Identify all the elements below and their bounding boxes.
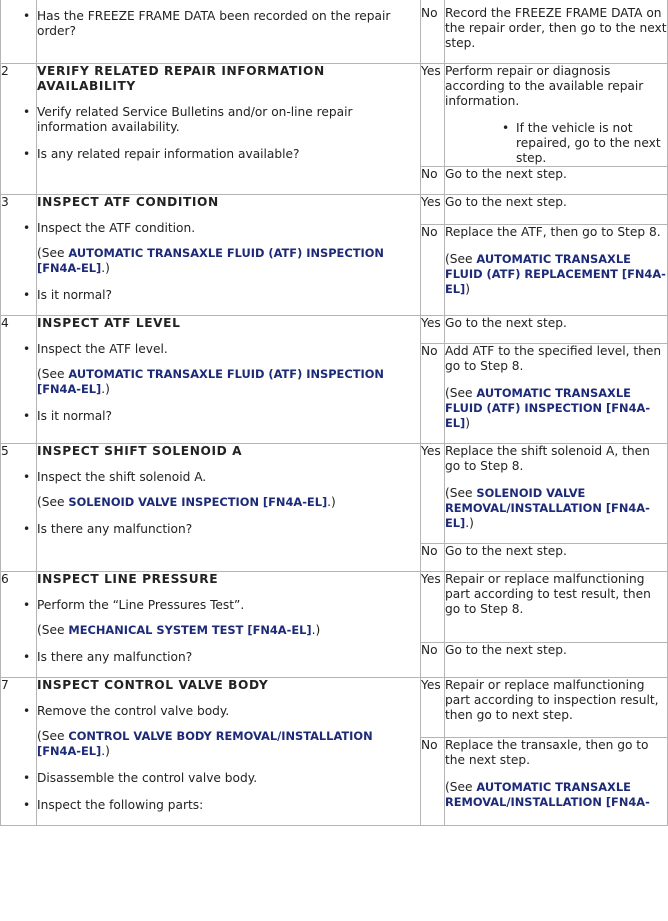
table-row [1, 572, 668, 643]
see-suffix: .) [101, 744, 110, 758]
result-action-cell [445, 316, 668, 344]
result-sub-bullet: • If the vehicle is not repaired, go to the next step. [516, 121, 667, 166]
step-title: INSPECT LINE PRESSURE [37, 572, 219, 586]
step-number: 3 [1, 195, 37, 316]
reference-link[interactable]: MECHANICAL SYSTEM TEST [FN4A-EL] [68, 623, 312, 637]
result-text: Perform repair or diagnosis according to the available repair information. [445, 64, 644, 108]
result-action-cell [445, 678, 668, 738]
bullet-item: • Inspect the following parts: [37, 798, 420, 813]
result-action-cell [445, 643, 668, 678]
reference-link[interactable]: AUTOMATIC TRANSAXLE FLUID (ATF) INSPECTION [FN4A-EL] [37, 367, 384, 396]
step-action-cell [37, 0, 421, 64]
result-text: Repair or replace malfunctioning part according to test result, then go to Step 8. [445, 572, 651, 616]
bullet-item: • Verify related Service Bulletins and/or on-line repair information availability. [37, 105, 420, 135]
answer-no: No [421, 643, 445, 678]
see-prefix: (See [445, 780, 477, 795]
table-row [1, 64, 668, 167]
table-row [1, 0, 668, 64]
step-action-cell [37, 572, 421, 678]
result-action-cell [445, 0, 668, 64]
diagnostic-table-body [1, 0, 668, 826]
answer-no: No [421, 738, 445, 826]
see-prefix: (See [37, 367, 69, 381]
see-prefix: (See [37, 246, 69, 260]
result-action-cell [445, 64, 668, 167]
step-number [1, 0, 37, 64]
reference-link[interactable]: SOLENOID VALVE INSPECTION [FN4A-EL] [68, 495, 328, 509]
result-text: Repair or replace malfunctioning part according to inspection result, then go to next step. [445, 678, 659, 722]
see-prefix: (See [445, 486, 477, 500]
result-action-cell [445, 544, 668, 572]
see-prefix: (See [37, 729, 69, 743]
step-action-cell [37, 316, 421, 444]
result-text: Go to the next step. [445, 643, 567, 658]
step-number: 5 [1, 444, 37, 572]
bullet-item: • Is any related repair information available? [37, 147, 420, 162]
see-suffix: .) [465, 516, 474, 530]
answer-no: No [421, 224, 445, 315]
see-prefix: (See [445, 251, 477, 266]
result-action-cell [445, 224, 668, 315]
see-suffix: .) [101, 261, 110, 275]
bullet-item: • Is there any malfunction? [37, 522, 420, 537]
step-title: INSPECT CONTROL VALVE BODY [37, 678, 269, 692]
result-action-cell [445, 444, 668, 544]
reference-link[interactable]: AUTOMATIC TRANSAXLE REMOVAL/INSTALLATION [FN4A- [445, 780, 650, 810]
result-action-cell [445, 738, 668, 826]
step-number: 2 [1, 64, 37, 195]
result-action-cell [445, 195, 668, 225]
answer-yes: Yes [421, 572, 445, 643]
see-suffix: .) [101, 382, 110, 396]
bullet-item: • Inspect the ATF condition. [37, 221, 420, 236]
see-reference [37, 246, 420, 276]
result-action-cell [445, 167, 668, 195]
table-row [1, 678, 668, 738]
result-text: Replace the ATF, then go to Step 8. [445, 224, 661, 239]
result-text: Replace the shift solenoid A, then go to Step 8. [445, 444, 650, 473]
table-row [1, 444, 668, 544]
see-prefix: (See [37, 495, 69, 509]
step-title: INSPECT SHIFT SOLENOID A [37, 444, 243, 458]
see-reference [37, 367, 420, 397]
reference-link[interactable]: SOLENOID VALVE REMOVAL/INSTALLATION [FN4A-EL] [445, 486, 650, 530]
reference-link[interactable]: CONTROL VALVE BODY REMOVAL/INSTALLATION [FN4A-EL] [37, 729, 373, 758]
result-action-cell [445, 572, 668, 643]
bullet-item: • Disassemble the control valve body. [37, 771, 420, 786]
step-action-cell [37, 444, 421, 572]
answer-no: No [421, 344, 445, 444]
step-number: 7 [1, 678, 37, 826]
result-text: Go to the next step. [445, 544, 567, 558]
step-title: VERIFY RELATED REPAIR INFORMATION AVAILABILITY [37, 64, 325, 93]
table-row [1, 195, 668, 225]
reference-link[interactable]: AUTOMATIC TRANSAXLE FLUID (ATF) INSPECTION [FN4A-EL] [37, 246, 384, 275]
result-text: Replace the transaxle, then go to the next step. [445, 738, 649, 768]
result-action-cell [445, 344, 668, 444]
step-number: 6 [1, 572, 37, 678]
answer-yes: Yes [421, 316, 445, 344]
step-title: INSPECT ATF CONDITION [37, 195, 219, 209]
result-text: Go to the next step. [445, 316, 567, 330]
reference-link[interactable]: AUTOMATIC TRANSAXLE FLUID (ATF) REPLACEMENT [FN4A-EL] [445, 251, 666, 296]
see-reference [37, 729, 420, 759]
see-suffix: .) [327, 495, 336, 509]
see-reference [445, 252, 667, 297]
answer-yes: Yes [421, 444, 445, 544]
bullet-item: • Inspect the shift solenoid A. [37, 470, 420, 485]
bullet-item: • Is it normal? [37, 409, 420, 424]
reference-link[interactable]: AUTOMATIC TRANSAXLE FLUID (ATF) INSPECTION [FN4A-EL] [445, 386, 651, 430]
result-text: Go to the next step. [445, 167, 567, 181]
see-reference [445, 486, 667, 531]
answer-yes: Yes [421, 678, 445, 738]
see-reference [37, 623, 420, 638]
result-text: Add ATF to the specified level, then go to Step 8. [445, 344, 662, 373]
see-reference [445, 386, 667, 431]
answer-no: No [421, 544, 445, 572]
see-reference [37, 495, 420, 510]
see-suffix: ) [465, 281, 471, 296]
bullet-item: • Is it normal? [37, 288, 420, 303]
see-suffix: .) [311, 623, 321, 637]
step-title: INSPECT ATF LEVEL [37, 316, 181, 330]
bullet-item: • Remove the control valve body. [37, 704, 420, 719]
result-text: Go to the next step. [445, 195, 567, 209]
bullet-item: • Is there any malfunction? [37, 650, 420, 665]
see-reference [445, 780, 667, 810]
step-action-cell [37, 678, 421, 826]
answer-yes: Yes [421, 195, 445, 225]
answer-no: No [421, 167, 445, 195]
table-row [1, 316, 668, 344]
see-prefix: (See [37, 623, 69, 637]
step-action-cell [37, 64, 421, 195]
see-suffix: ) [465, 416, 471, 430]
result-text: Record the FREEZE FRAME DATA on the repair order, then go to the next step. [445, 6, 667, 50]
answer-yes: Yes [421, 64, 445, 167]
bullet-item: • Inspect the ATF level. [37, 342, 420, 357]
bullet-item: • Has the FREEZE FRAME DATA been recorded on the repair order? [37, 9, 420, 39]
step-number: 4 [1, 316, 37, 444]
see-prefix: (See [445, 386, 477, 400]
answer-no: No [421, 0, 445, 64]
bullet-item: • Perform the “Line Pressures Test”. [37, 598, 420, 613]
step-action-cell [37, 195, 421, 316]
